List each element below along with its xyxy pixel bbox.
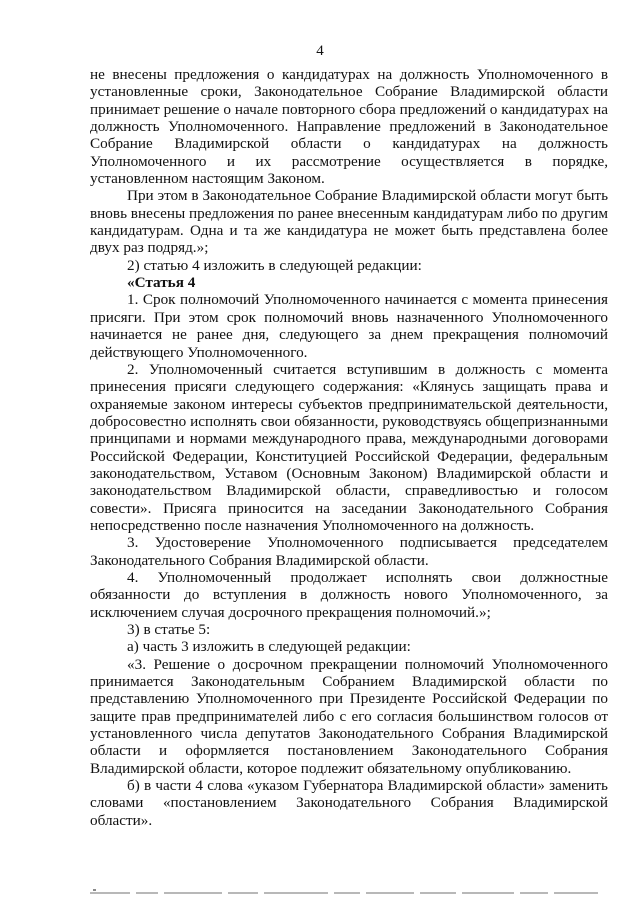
paragraph-resubmission: При этом в Законодательное Собрание Владимирской области могут быть вновь внесены предложения по ранее внесенным кандидатурам либо по другим кандидатурам. Одна и та же кандидатура не может быть представлена более двух раз подряд.»; (90, 187, 608, 257)
article-4-part-3: 3. Удостоверение Уполномоченного подписывается председателем Законодательного Собрания Владимирской области. (90, 534, 608, 569)
article-4-part-1: 1. Срок полномочий Уполномоченного начинается с момента принесения присяги. При этом срок полномочий вновь назначенного Уполномоченного начинается не ранее дня, следующего за днем прекращения полномочий действующего Уполномоченного. (90, 291, 608, 361)
article-4-part-2: 2. Уполномоченный считается вступившим в должность с момента принесения присяги следующего содержания: «Клянусь защищать права и охраняемые законом интересы субъектов предпринимательской деятельности, добросовестно исполнять свои обязанности, руководствуясь общепризнанными принципами и нормами международного права, международными договорами Российской Федерации, Конституцией Российской Федерации, федеральным законодательством, Уставом (Основным Законом) Владимирской области и законодательством Владимирской области, справедливостью и голосом совести». Присяга приносится на заседании Законодательного Собрания непосредственно после назначения Уполномоченного на должность. (90, 360, 608, 534)
paragraph-subitem-a: а) часть 3 изложить в следующей редакции: (127, 638, 411, 656)
paragraph-subitem-b: б) в части 4 слова «указом Губернатора Владимирской области» заменить словами «постановлением Законодательного Собрания Владимирской области». (90, 777, 608, 829)
paragraph-amendment-2: 2) статью 4 изложить в следующей редакции: (127, 256, 422, 274)
page-number: 4 (316, 43, 324, 59)
article-5-part-3: «3. Решение о досрочном прекращении полномочий Уполномоченного принимается Законодательным Собранием Владимирской области по представлению Уполномоченного при Президенте Российской Федерации по защите прав предпринимателей либо с его согласия большинством голосов от установленного числа депутатов Законодательного Собрания Владимирской области и оформляется постановлением Законодательного Собрания Владимирской области, которое подлежит обязательному опубликованию. (90, 655, 608, 777)
document-body (90, 66, 608, 829)
paragraph-amendment-3: 3) в статье 5: (127, 621, 211, 638)
article-4-heading: «Статья 4 (127, 274, 196, 292)
paragraph-continuation: не внесены предложения о кандидатурах на должность Уполномоченного в установленные сроки, Законодательное Собрание Владимирской области принимает решение о начале повторного сбора предложений о кандидатурах на должность Уполномоченного. Направление предложений в Законодательное Собрание Владимирской области о кандидатурах на должность Уполномоченного и их рассмотрение осуществляется в порядке, установленном настоящим Законом. (90, 66, 608, 188)
article-4-part-4: 4. Уполномоченный продолжает исполнять свои должностные обязанности до вступления в должность нового Уполномоченного, за исключением случая досрочного прекращения полномочий.»; (90, 568, 608, 621)
scan-speck (93, 889, 96, 891)
scan-cutoff-line (90, 892, 608, 900)
